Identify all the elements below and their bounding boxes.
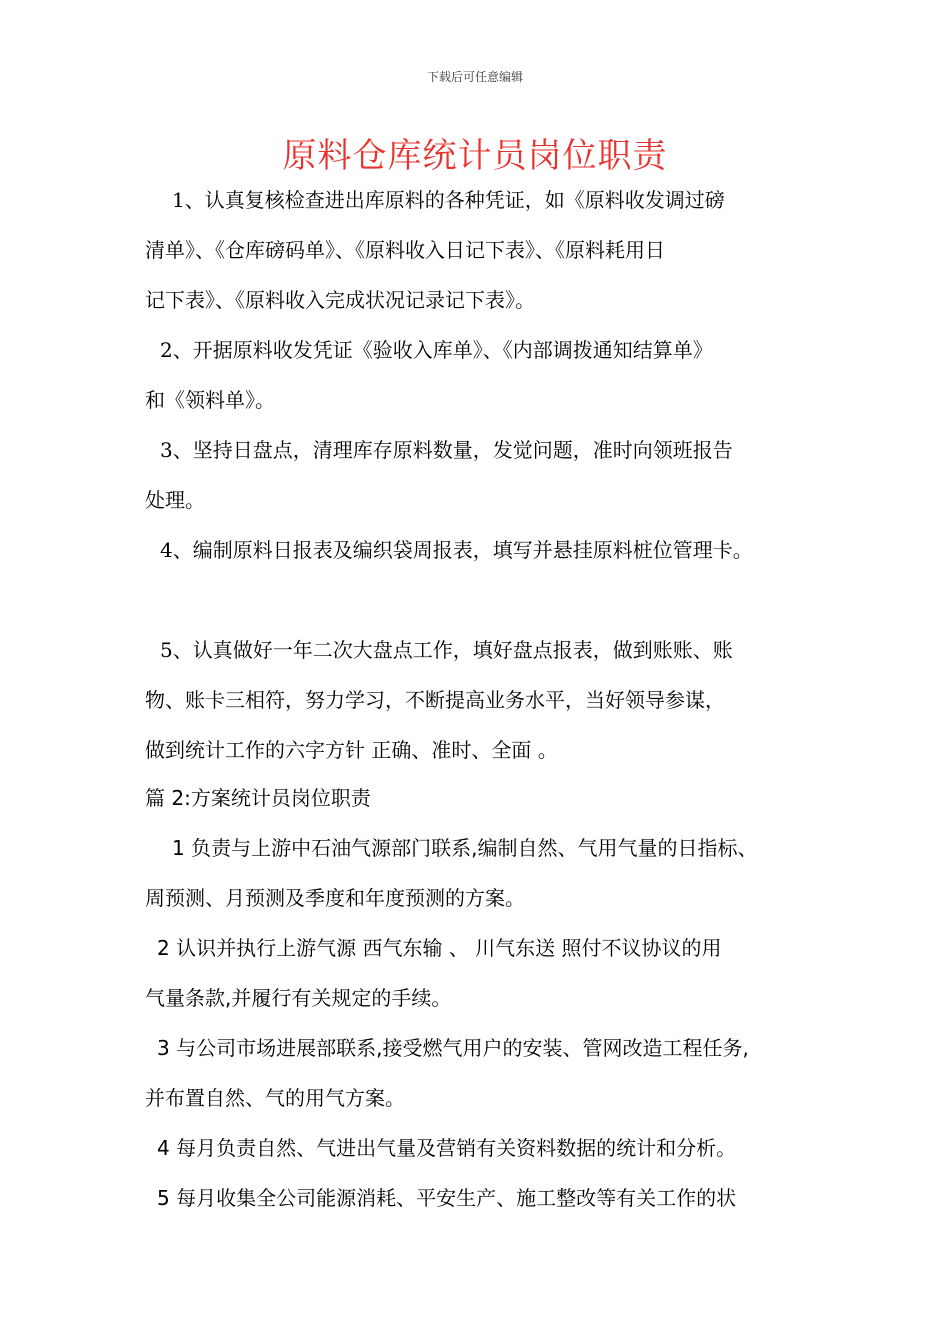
section2-line: 5 每月收集全公司能源消耗、平安生产、施工整改等有关工作的状 — [157, 1186, 737, 1210]
section1-line: 和《领料单》。 — [145, 388, 275, 412]
document-title: 原料仓库统计员岗位职责 — [282, 136, 668, 176]
section2-line: 1 负责与上游中石油气源部门联系,编制自然、气用气量的日指标、 — [172, 836, 758, 860]
section2-line: 2 认识并执行上游气源 西气东输 、 川气东送 照付不议协议的用 — [157, 936, 722, 960]
page-header: 下载后可任意编辑 — [426, 70, 523, 84]
section2-heading: 篇 2:方案统计员岗位职责 — [145, 786, 371, 810]
section1-line: 物、账卡三相符，努力学习，不断提高业务水平，当好领导参谋， — [145, 688, 725, 712]
section1-line: 做到统计工作的六字方针 正确、准时、全面 。 — [145, 738, 558, 762]
section1-line: 4、编制原料日报表及编织袋周报表，填写并悬挂原料桩位管理卡。 — [160, 538, 753, 562]
section1-line: 5、认真做好一年二次大盘点工作，填好盘点报表，做到账账、账 — [160, 638, 733, 662]
section2-line: 并布置自然、气的用气方案。 — [145, 1086, 405, 1110]
section1-line: 3、坚持日盘点，清理库存原料数量，发觉问题，准时向领班报告 — [160, 438, 733, 462]
section1-line: 处理。 — [145, 488, 205, 512]
section1-line: 记下表》、《原料收入完成状况记录记下表》。 — [145, 288, 535, 312]
section1-line: 1、认真复核检查进出库原料的各种凭证，如《原料收发调过磅 — [172, 188, 725, 212]
section1-line: 2、开据原料收发凭证《验收入库单》、《内部调拨通知结算单》 — [160, 338, 713, 362]
section2-line: 周预测、月预测及季度和年度预测的方案。 — [145, 886, 525, 910]
section1-line: 清单》、《仓库磅码单》、《原料收入日记下表》、《原料耗用日 — [145, 238, 665, 262]
section2-line: 4 每月负责自然、气进出气量及营销有关资料数据的统计和分析。 — [157, 1136, 737, 1160]
section2-line: 气量条款,并履行有关规定的手续。 — [145, 986, 452, 1010]
section2-line: 3 与公司市场进展部联系,接受燃气用户的安装、管网改造工程任务, — [157, 1036, 749, 1060]
